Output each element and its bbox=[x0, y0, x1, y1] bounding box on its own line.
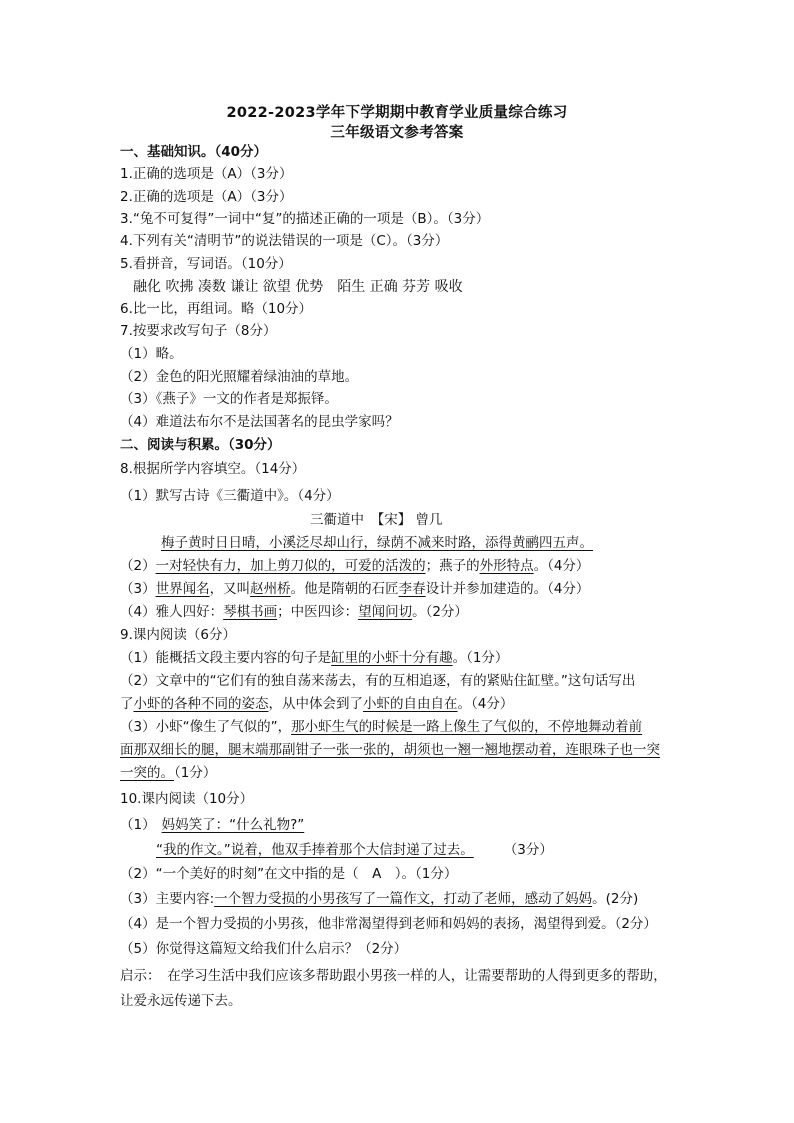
answer-q9-1 bbox=[120, 648, 508, 668]
q9-3-text: （3）小虾“像生了气似的”， bbox=[120, 719, 292, 735]
q9-2-text1: 了 bbox=[120, 696, 134, 712]
poem-body-text: 梅子黄时日日晴，小溪泛尽却山行，绿荫不减来时路，添得黄鹂四五声。 bbox=[161, 535, 593, 551]
q9-1-text: （1）能概括文段主要内容的句子是 bbox=[120, 650, 332, 666]
q8-3-blank3: 李春 bbox=[398, 581, 426, 597]
answer-q9-3-line1 bbox=[120, 717, 642, 737]
q8-2-blank1: 一对轻快有力，加上剪刀似的，可爱的活泼的 bbox=[155, 558, 426, 574]
answer-q2: 2.正确的选项是（A）（3分） bbox=[120, 189, 293, 205]
answer-q1: 1.正确的选项是（A）（3分） bbox=[120, 166, 293, 182]
answer-q7-1: （1）略。 bbox=[120, 346, 183, 362]
answer-q9-3-line2 bbox=[120, 740, 660, 760]
answer-q7: 7.按要求改写句子（8分） bbox=[120, 323, 277, 339]
poem-title: 三衢道中 【宋】 曾几 bbox=[310, 512, 443, 528]
answer-q10-5: （5）你觉得这篇短文给我们什么启示？（2分） bbox=[120, 941, 408, 957]
answer-q10-4: （4）是一个智力受损的小男孩，他非常渴望得到老师和妈妈的表扬，渴望得到爱。（2分） bbox=[120, 916, 657, 932]
q8-4-blank2: 望闻问切 bbox=[358, 604, 413, 620]
q9-2-blank1: 小虾的各种不同的姿态 bbox=[133, 696, 269, 712]
answer-q9: 9.课内阅读（6分） bbox=[120, 627, 236, 643]
q10-1-score: （3分） bbox=[503, 842, 553, 858]
answer-q10-3 bbox=[120, 889, 638, 909]
q8-3-blank1: 世界闻名 bbox=[155, 581, 210, 597]
answer-q3: 3.“兔不可复得”一词中“复”的描述正确的一项是（B）。（3分） bbox=[120, 211, 490, 227]
q8-4-blank1: 琴棋书画 bbox=[223, 604, 278, 620]
poem-body bbox=[161, 533, 593, 553]
answer-q7-4: （4）难道法布尔不是法国著名的昆虫学家吗？ bbox=[120, 414, 399, 430]
q10-3-blank: 一个智力受损的小男孩写了一篇作文，打动了老师，感动了妈妈 bbox=[214, 891, 593, 907]
q8-4-text1: （4）雅人四好： bbox=[120, 604, 224, 620]
answer-q9-2-line1: （2）文章中的“它们有的独自荡来荡去，有的互相追逐，有的紧贴住缸壁。”这句话写出 bbox=[120, 673, 636, 689]
document-subtitle: 三年级语文参考答案 bbox=[330, 125, 464, 141]
answer-q10-5-insight-line1: 启示： 在学习生活中我们应该多帮助跟小男孩一样的人，让需要帮助的人得到更多的帮助， bbox=[120, 968, 667, 984]
section1-heading: 一、基础知识。（40分） bbox=[120, 144, 268, 160]
q8-2-blank2: 外形特点 bbox=[479, 558, 534, 574]
q8-3-text3: 设计并参加建造的。（4分） bbox=[425, 581, 590, 597]
q10-1-blank-part2: “我的作文。”说着，他双手捧着那个大信封递了过去。 bbox=[156, 842, 474, 858]
section2-heading: 二、阅读与积累。（30分） bbox=[120, 437, 281, 453]
q8-3-text2: 。他是隋朝的石匠 bbox=[290, 581, 399, 597]
answer-q10-5-insight-line2: 让爱永远传递下去。 bbox=[120, 993, 242, 1009]
q9-1-score: 。（1分） bbox=[452, 650, 509, 666]
q8-4-text2: ；中医四诊： bbox=[277, 604, 359, 620]
q8-3-blank2: 赵州桥 bbox=[250, 581, 291, 597]
q9-3-score: （1分） bbox=[174, 765, 217, 781]
answer-q7-2: （2）金色的阳光照耀着绿油油的草地。 bbox=[120, 369, 359, 385]
answer-q8: 8.根据所学内容填空。（14分） bbox=[120, 461, 306, 477]
answer-q8-4 bbox=[120, 602, 468, 622]
q8-4-score: 。（2分） bbox=[412, 604, 468, 620]
q8-2-text: ；燕子的 bbox=[425, 558, 480, 574]
answer-q10-2: （2）“一个美好的时刻”在文中指的是（ A ）。（1分） bbox=[120, 866, 458, 882]
answer-q10-1-line1 bbox=[120, 815, 304, 835]
q8-2-num: （2） bbox=[120, 558, 156, 574]
answer-q6: 6.比一比，再组词。略（10分） bbox=[120, 301, 313, 317]
answer-q9-3-line3 bbox=[120, 763, 216, 783]
q10-3-score: 。(2分) bbox=[592, 891, 639, 907]
answer-q10-1-line2 bbox=[156, 840, 553, 860]
answer-q5-words: 融化 吹拂 凑数 谦让 欲望 优势 陌生 正确 芬芳 吸收 bbox=[133, 279, 463, 295]
answer-q10: 10.课内阅读（10分） bbox=[120, 791, 254, 807]
q8-3-text1: ，又叫 bbox=[209, 581, 251, 597]
q10-1-blank-part1: 妈妈笑了：“什么礼物?” bbox=[161, 817, 305, 833]
q10-1-num: （1） bbox=[120, 817, 156, 833]
q9-1-blank: 缸里的小虾十分有趣 bbox=[331, 650, 453, 666]
answer-q8-1: （1）默写古诗《三衢道中》。（4分） bbox=[120, 488, 340, 504]
q9-3-blank-part1: 那小虾生气的时候是一路上像生了气似的，不停地舞动着前 bbox=[291, 719, 643, 735]
q10-3-text: （3）主要内容: bbox=[120, 891, 215, 907]
answer-q8-3 bbox=[120, 579, 589, 599]
document-title: 2022-2023学年下学期期中教育学业质量综合练习 bbox=[226, 105, 568, 121]
answer-q9-2-line2 bbox=[120, 694, 513, 714]
q9-2-blank2: 小虾的自由自在 bbox=[363, 696, 458, 712]
q9-2-score: 。（4分） bbox=[457, 696, 514, 712]
q9-2-text2: ，从中体会到了 bbox=[268, 696, 363, 712]
q9-3-blank-part2: 面那双细长的腿，腿末端那副钳子一张一张的，胡须也一翘一翘地摆动着，连眼珠子也一突 bbox=[120, 742, 660, 758]
answer-q7-3: （3）《燕子》一文的作者是郑振铎。 bbox=[120, 391, 338, 407]
answer-q8-2 bbox=[120, 556, 589, 576]
q8-3-num: （3） bbox=[120, 581, 156, 597]
q8-2-score: 。（4分） bbox=[533, 558, 590, 574]
q9-3-blank-part3: 一突的。 bbox=[120, 765, 174, 781]
answer-q4: 4.下列有关“清明节”的说法错误的一项是（C）。（3分） bbox=[120, 233, 449, 249]
answer-q5: 5.看拼音，写词语。（10分） bbox=[120, 256, 292, 272]
